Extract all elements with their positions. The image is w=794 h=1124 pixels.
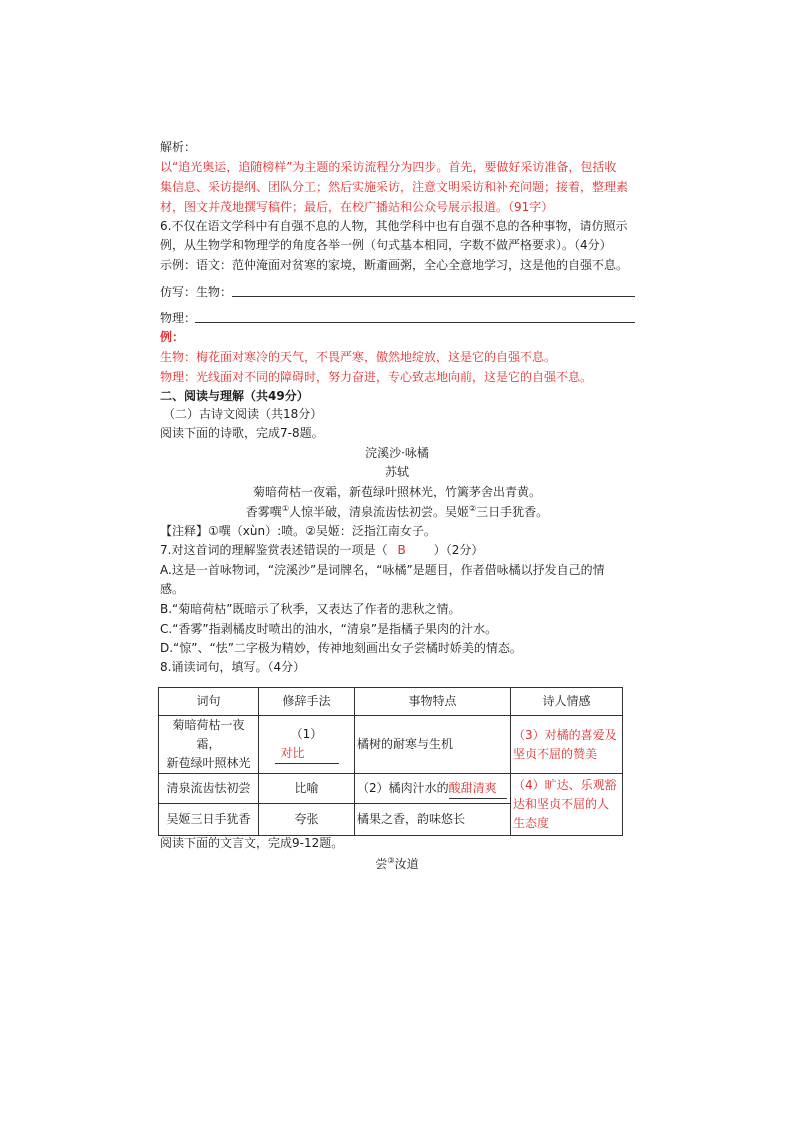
q7-stem — [160, 542, 483, 558]
row1-phrase-line-1: 菊暗荷枯一夜霜， — [172, 718, 245, 751]
q6-blank-phys-line[interactable] — [195, 322, 635, 323]
q6-blank-bio-label: 仿写：生物： — [160, 285, 233, 299]
poem-note: 【注释】①噀（xùn）:喷。②吴姬：泛指江南女子。 — [160, 524, 436, 538]
analysis-line-1: 以“追光奥运，追随榜样”为主题的采访流程分为四步。首先，要做好采访准备，包括收 — [160, 160, 617, 174]
next-title-a: 尝 — [375, 857, 388, 871]
analysis-label: 解析： — [160, 140, 197, 154]
poem-line-1: 菊暗荷枯一夜霜，新苞绿叶照林光，竹篱茅舍出青黄。 — [252, 485, 541, 499]
row3-device: 夸张 — [259, 804, 355, 836]
row1-emotion[interactable]: （3）对橘的喜爱及坚贞不屈的赞美 — [511, 716, 623, 774]
table-row — [159, 716, 623, 774]
next-instruction: 阅读下面的文言文，完成9-12题。 — [160, 836, 344, 850]
poem-line-2-seg-2: 人惊半破，清泉流齿怯初尝。吴姬 — [288, 505, 469, 519]
row2-device: 比喻 — [259, 774, 355, 804]
footnote-mark-1: ① — [281, 504, 289, 513]
q7-option-a-line-2: 感。 — [160, 582, 185, 596]
q7-stem-suffix: ）（2分） — [433, 543, 484, 557]
row3-phrase: 吴姬三日手犹香 — [159, 804, 259, 836]
q7-option-d: D.“惊”、“怯”二字极为精妙，传神地刻画出女子尝橘时娇美的情态。 — [160, 641, 522, 655]
q8-table — [158, 687, 623, 836]
q6-answer-bio: 生物：梅花面对寒冷的天气，不畏严寒，傲然地绽放，这是它的自强不息。 — [160, 350, 557, 364]
q7-answer: B — [397, 543, 406, 557]
row2-feature-prefix: （2）橘肉汁水的 — [357, 780, 449, 795]
header-feature: 事物特点 — [355, 688, 511, 716]
q7-option-a-line-1: A.这是一首咏物词，“浣溪沙”是词牌名，“咏橘”是题目，作者借咏橘以抒发自己的情 — [160, 563, 605, 577]
row1-feature: 橘树的耐寒与生机 — [355, 716, 511, 774]
q6-stem-line-1: 6.不仅在语文学科中有自强不息的人物，其他学科中也有自强不息的各种事物，请仿照示 — [160, 219, 628, 233]
q6-answer-phys: 物理：光线面对不同的障碍时，努力奋进，专心致志地向前，这是它的自强不息。 — [160, 370, 593, 384]
q6-stem-line-2: 例，从生物学和物理学的角度各举一例（句式基本相同，字数不做严格要求）。（4分） — [160, 238, 612, 252]
header-device: 修辞手法 — [259, 688, 355, 716]
row1-device-answer[interactable]: 对比 — [275, 744, 339, 764]
analysis-line-2: 集信息、采访提纲、团队分工；然后实施采访，注意文明采访和补充问题；接着，整理素 — [160, 180, 629, 194]
next-title — [0, 856, 794, 872]
analysis-line-3: 材，图文并茂地撰写稿件；最后，在校广播站和公众号展示报道。（91字） — [160, 200, 554, 214]
row2-feature-answer[interactable]: 酸甜清爽 — [449, 779, 507, 799]
poem-title: 浣溪沙·咏橘 — [365, 446, 429, 460]
header-phrase: 词句 — [159, 688, 259, 716]
row2-emotion[interactable]: （4）旷达、乐观豁达和坚贞不屈的人生态度 — [511, 774, 623, 836]
header-emotion: 诗人情感 — [511, 688, 623, 716]
next-title-b: 汝道 — [394, 857, 419, 871]
q6-blank-phys-label: 物理： — [160, 311, 197, 325]
poem-line-2-seg-3: 三日手犹香。 — [476, 505, 549, 519]
row1-device — [259, 716, 355, 774]
poem-line-2 — [0, 504, 794, 520]
q6-example: 示例：语文：范仲淹面对贫寒的家境，断齑画粥，全心全意地学习，这是他的自强不息。 — [160, 258, 629, 272]
poem-line-2-seg-1: 香雾噀 — [245, 505, 282, 519]
section-title: 二、阅读与理解（共49分） — [160, 389, 309, 403]
poem-author: 苏轼 — [384, 465, 409, 479]
q7-stem-prefix: 7.对这首词的理解鉴赏表述错误的一项是（ — [160, 543, 388, 557]
section-subtitle: （二）古诗文阅读（共18分） — [163, 407, 323, 421]
row2-phrase: 清泉流齿怯初尝 — [159, 774, 259, 804]
row1-phrase — [159, 716, 259, 774]
row2-feature — [355, 774, 511, 804]
row1-phrase-line-2: 新苞绿叶照林光 — [166, 756, 251, 770]
q7-option-b: B.“菊暗荷枯”既暗示了秋季，又表达了作者的悲秋之情。 — [160, 602, 461, 616]
footnote-mark-3: ③ — [387, 856, 395, 865]
section-instruction: 阅读下面的诗歌，完成7-8题。 — [160, 426, 324, 440]
row1-device-prefix: （1） — [290, 727, 323, 741]
row3-feature: 橘果之香，韵味悠长 — [355, 804, 511, 836]
footnote-mark-2: ② — [469, 504, 477, 513]
q7-option-c: C.“香雾”指剥橘皮时喷出的油水，“清泉”是指橘子果肉的汁水。 — [160, 622, 498, 636]
table-header-row — [159, 688, 623, 716]
q6-answer-label: 例： — [160, 330, 185, 344]
q8-stem: 8.诵读词句，填写。（4分） — [160, 660, 306, 674]
q6-blank-bio-line[interactable] — [232, 296, 635, 297]
table-row — [159, 774, 623, 804]
